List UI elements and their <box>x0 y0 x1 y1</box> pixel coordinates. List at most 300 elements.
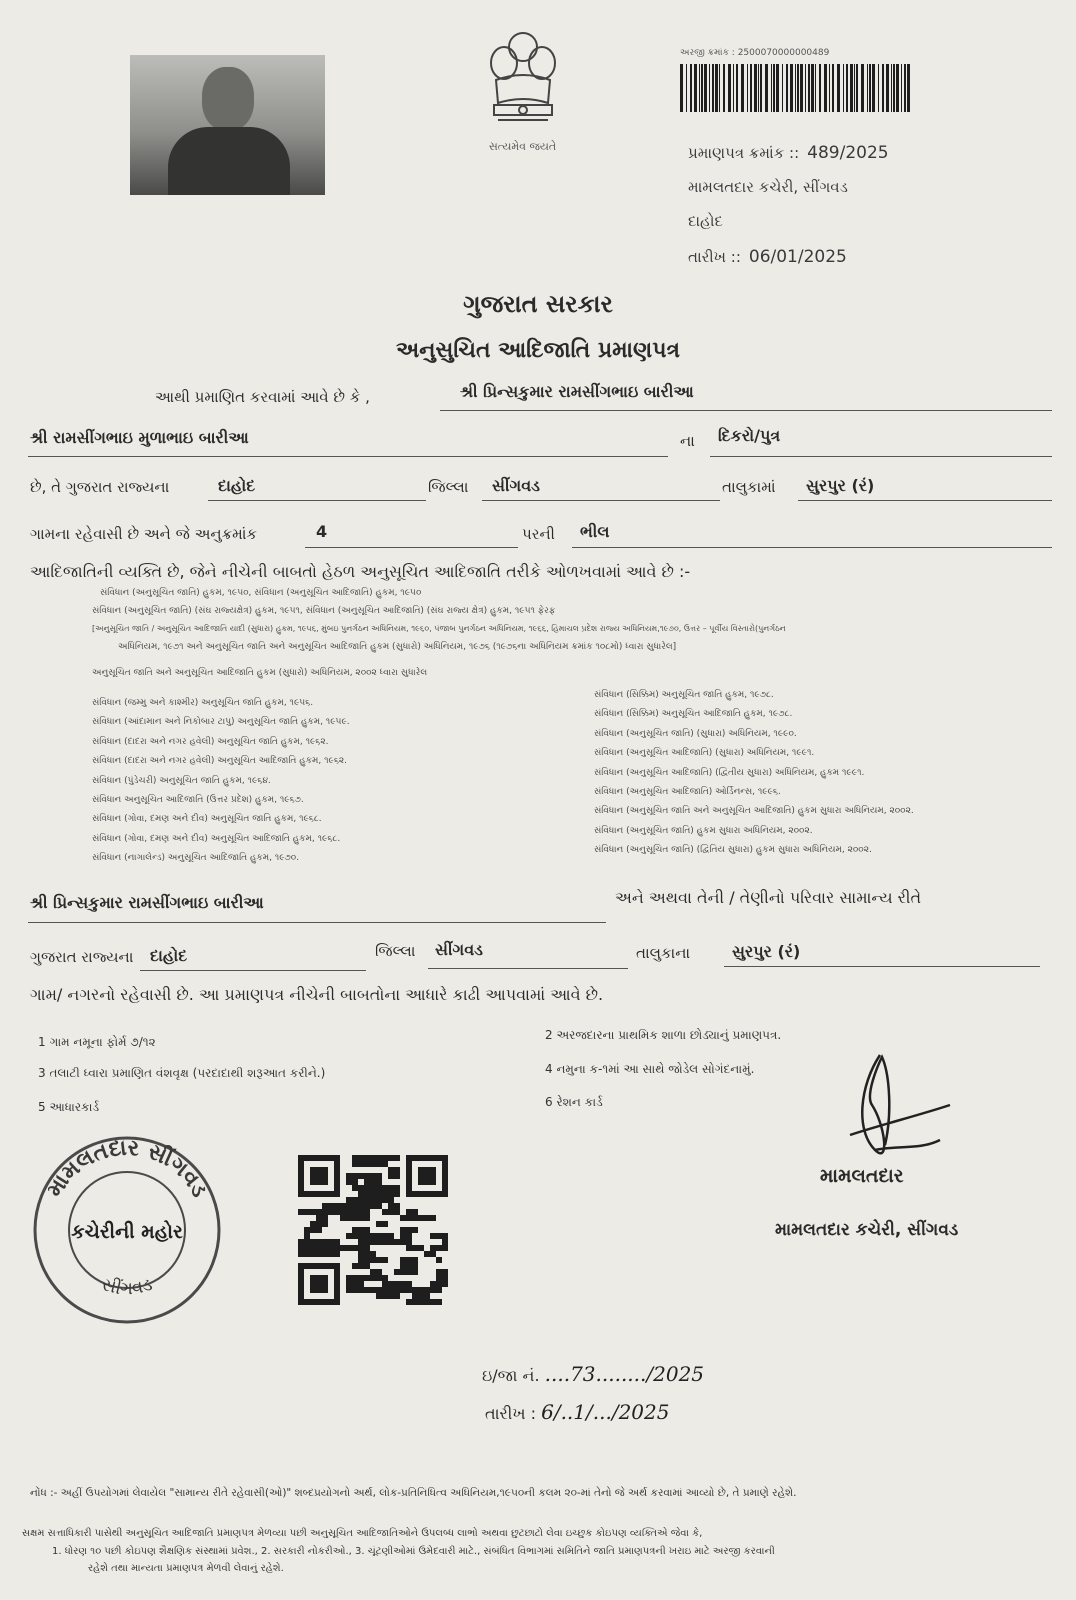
qr-module <box>346 1275 352 1281</box>
qr-module <box>352 1197 358 1203</box>
barcode-bar <box>704 64 707 112</box>
signature-scribble <box>820 1045 960 1185</box>
handwritten-date-label: તારીખ : <box>485 1404 537 1423</box>
qr-module <box>376 1197 382 1203</box>
qr-module <box>364 1191 370 1197</box>
barcode-bar <box>896 64 899 112</box>
applicant-name: શ્રી પ્રિન્સકુમાર રામસીંગભાઇ બારીઆ <box>460 382 694 401</box>
qr-module <box>358 1245 364 1251</box>
qr-module <box>358 1173 364 1179</box>
barcode-bar <box>694 64 697 112</box>
barcode-bar <box>747 64 748 112</box>
barcode-bar <box>795 64 796 112</box>
qr-module <box>352 1203 358 1209</box>
qr-module <box>376 1161 382 1167</box>
qr-module <box>370 1275 376 1281</box>
barcode-bar <box>754 64 757 112</box>
emblem-motto: સત્યમેવ જયતે <box>488 140 557 153</box>
qr-module <box>364 1185 370 1191</box>
qr-module <box>382 1287 388 1293</box>
qr-module <box>358 1203 364 1209</box>
order-line: સંવિધાન (અનુસૂચિત જાતિ અને અનુસૂચિત આદિજાતિ) હુકમ સુધારા અધિનિયમ, ૨૦૦૨. <box>594 806 914 817</box>
qr-module <box>358 1239 364 1245</box>
on-label: પરની <box>522 525 555 543</box>
residence-village: સુરપુર (રં) <box>732 942 801 961</box>
qr-module <box>382 1233 388 1239</box>
qr-finder <box>310 1275 328 1293</box>
barcode-bar <box>709 64 710 112</box>
qr-module <box>424 1251 430 1257</box>
qr-module <box>364 1245 370 1251</box>
qr-module <box>310 1251 316 1257</box>
qr-module <box>388 1167 394 1173</box>
qr-module <box>382 1221 388 1227</box>
order-line: સંવિધાન (દાદરા અને નગર હવેલી) અનુસૂચિત આદિજાતિ હુકમ, ૧૯૬૨. <box>92 756 348 767</box>
qr-module <box>412 1269 418 1275</box>
qr-module <box>436 1245 442 1251</box>
barcode-bar <box>811 64 814 112</box>
order-line: સંવિધાન (અનુસૂચિત જાતિ) હુકમ સુધારા અધિનિયમ, ૨૦૦૨. <box>594 825 813 836</box>
barcode-bar <box>867 64 868 112</box>
qr-module <box>310 1221 316 1227</box>
barcode-bar <box>843 64 844 112</box>
barcode-bar <box>786 64 788 112</box>
qr-module <box>394 1293 400 1299</box>
qr-module <box>442 1275 448 1281</box>
qr-module <box>364 1179 370 1185</box>
qr-module <box>436 1257 442 1263</box>
qr-module <box>406 1257 412 1263</box>
qr-module <box>418 1287 424 1293</box>
applicant-photo <box>130 55 325 195</box>
barcode-bar <box>882 64 884 112</box>
qr-module <box>412 1257 418 1263</box>
footer-note: નોંધ :- અહીં ઉપયોગમાં લેવાયેલ "સામાન્ય રીતે રહેવાસી(ઓ)" શબ્દપ્રયોગનો અર્થ, લોક-પ્રતિનિધિત્વ અધિનિયમ,૧૯૫૦ની કલમ ૨૦-માં તેનો જે અર્થ કરવામાં આવ્યો છે, તે પ્રમાણે રહેશે. <box>30 1487 797 1499</box>
qr-module <box>352 1173 358 1179</box>
qr-module <box>316 1245 322 1251</box>
qr-module <box>382 1275 388 1281</box>
qr-module <box>346 1197 352 1203</box>
qr-module <box>412 1245 418 1251</box>
qr-module <box>376 1185 382 1191</box>
qr-module <box>382 1197 388 1203</box>
barcode-bar <box>901 64 902 112</box>
qr-module <box>298 1209 304 1215</box>
issue-date-row <box>688 247 847 267</box>
certificate-number: 489/2025 <box>807 143 889 163</box>
qr-module <box>370 1155 376 1161</box>
order-line: સંવિધાન (પુંડેચરી) અનુસૂચિત જાતિ હુકમ, ૧૯૬૪. <box>92 775 271 786</box>
qr-module <box>376 1293 382 1299</box>
qr-module <box>442 1239 448 1245</box>
inward-year: /2025 <box>646 1362 705 1386</box>
qr-module <box>358 1281 364 1287</box>
qr-module <box>400 1281 406 1287</box>
qr-module <box>388 1185 394 1191</box>
qr-module <box>370 1161 376 1167</box>
qr-module <box>376 1173 382 1179</box>
qr-module <box>358 1197 364 1203</box>
handwritten-date-row <box>485 1400 669 1424</box>
qr-module <box>376 1179 382 1185</box>
barcode-bar <box>719 64 720 112</box>
qr-module <box>424 1287 430 1293</box>
qr-module <box>400 1257 406 1263</box>
qr-module <box>382 1155 388 1161</box>
order-line: અધિનિયમ, ૧૯૭૧ અને અનુસૂચિત જાતિ અને અનુસૂચિત આદિજાતિ હુકમ (સુધારો) અધિનિયમ, ૧૯૭૬ (૧૯૭૬ના અધિનિયમ ક્રમાંક ૧૦૮મો) ધ્વારા સુધારેલ] <box>118 642 677 652</box>
qr-module <box>346 1233 352 1239</box>
qr-module <box>352 1179 358 1185</box>
qr-finder <box>310 1167 328 1185</box>
qr-module <box>340 1203 346 1209</box>
qr-module <box>412 1215 418 1221</box>
barcode-bar <box>758 64 759 112</box>
qr-module <box>334 1251 340 1257</box>
barcode-bar <box>800 64 803 112</box>
qr-module <box>340 1209 346 1215</box>
document-item: 5 આધારકાર્ડ <box>38 1100 100 1114</box>
document-item: 1 ગામ નમૂના ફોર્મ ૭/૧૨ <box>38 1035 156 1049</box>
barcode-bar <box>760 64 762 112</box>
residence-state-label: ગુજરાત રાજ્યના <box>30 948 134 966</box>
qr-module <box>436 1281 442 1287</box>
qr-module <box>382 1257 388 1263</box>
qr-module <box>322 1221 328 1227</box>
issue-date-label: તારીખ :: <box>688 248 741 266</box>
qr-module <box>364 1227 370 1233</box>
residence-district-label: જિલ્લા <box>375 942 416 960</box>
father-name: શ્રી રામસીંગભાઇ મુળાભાઇ બારીઆ <box>30 428 249 447</box>
qr-module <box>442 1245 448 1251</box>
barcode-bar <box>765 64 768 112</box>
qr-module <box>346 1203 352 1209</box>
barcode-bar <box>790 64 793 112</box>
qr-module <box>346 1179 352 1185</box>
qr-module <box>436 1287 442 1293</box>
qr-module <box>394 1209 400 1215</box>
qr-module <box>406 1299 412 1305</box>
qr-module <box>418 1215 424 1221</box>
qr-module <box>376 1257 382 1263</box>
barcode-bar <box>712 64 714 112</box>
qr-module <box>298 1239 304 1245</box>
qr-module <box>406 1287 412 1293</box>
qr-module <box>400 1215 406 1221</box>
qr-module <box>400 1269 406 1275</box>
qr-module <box>400 1227 406 1233</box>
order-line: અનુસૂચિત જાતિ અને અનુસૂચિત આદિજાતિ હુકમ (સુધારો) અધિનિયમ, ૨૦૦૨ ધ્વારા સુધારેલ <box>92 668 428 678</box>
qr-module <box>322 1209 328 1215</box>
order-line: સંવિધાન (અનુસૂચિત જાતિ) હુકમ, ૧૯૫૦, સંવિધાન (અનુસૂચિત આદિજાતિ) હુકમ, ૧૯૫૦ <box>100 588 422 598</box>
barcode-bar <box>850 64 853 112</box>
underline <box>428 968 628 969</box>
barcode-bar <box>805 64 806 112</box>
qr-module <box>310 1239 316 1245</box>
qr-module <box>382 1293 388 1299</box>
qr-module <box>370 1173 376 1179</box>
certificate-number-label: પ્રમાણપત્ર ક્રમાંક :: <box>688 144 800 162</box>
qr-module <box>358 1251 364 1257</box>
order-line: સંવિધાન (સિક્કિમ) અનુસૂચિત જાતિ હુકમ, ૧૯૭૮. <box>594 690 774 700</box>
office-line-1: મામલતદાર કચેરી, સીંગવડ <box>688 178 848 196</box>
handwritten-date: 6/..1/... <box>541 1400 612 1424</box>
qr-module <box>310 1245 316 1251</box>
qr-module <box>442 1269 448 1275</box>
qr-module <box>382 1281 388 1287</box>
order-line: સંવિધાન (ગોવા, દમણ અને દીવ) અનુસૂચિત જાતિ હુકમ, ૧૯૬૮. <box>92 814 322 825</box>
qr-module <box>304 1233 310 1239</box>
qr-module <box>346 1173 352 1179</box>
barcode-bar <box>891 64 892 112</box>
qr-module <box>334 1245 340 1251</box>
qr-module <box>370 1191 376 1197</box>
issue-date: 06/01/2025 <box>748 247 847 267</box>
underline <box>724 966 1040 967</box>
qr-module <box>328 1239 334 1245</box>
document-item: 3 તલાટી ધ્વારા પ્રમાણિત વંશવૃક્ષ (પરદાદાથી શરૂઆત કરીને.) <box>38 1066 326 1080</box>
qr-module <box>328 1245 334 1251</box>
qr-module <box>364 1287 370 1293</box>
qr-module <box>418 1293 424 1299</box>
qr-module <box>388 1239 394 1245</box>
qr-module <box>364 1209 370 1215</box>
qr-module <box>298 1251 304 1257</box>
resident-text: ગામના રહેવાસી છે અને જે અનુક્રમાંક <box>30 525 258 543</box>
barcode-bar <box>829 64 830 112</box>
qr-module <box>388 1287 394 1293</box>
barcode-bar <box>771 64 772 112</box>
qr-module <box>364 1215 370 1221</box>
office-seal <box>22 1130 232 1330</box>
qr-module <box>406 1245 412 1251</box>
underline <box>572 547 1052 548</box>
barcode <box>680 64 910 112</box>
qr-module <box>364 1203 370 1209</box>
qr-module <box>394 1203 400 1209</box>
qr-module <box>346 1215 352 1221</box>
qr-module <box>364 1173 370 1179</box>
qr-module <box>352 1209 358 1215</box>
qr-module <box>394 1281 400 1287</box>
barcode-bar <box>733 64 734 112</box>
barcode-bar <box>699 64 700 112</box>
qr-module <box>430 1215 436 1221</box>
qr-module <box>358 1227 364 1233</box>
qr-module <box>400 1233 406 1239</box>
barcode-bar <box>854 64 855 112</box>
qr-module <box>412 1299 418 1305</box>
barcode-bar <box>869 64 871 112</box>
qr-module <box>346 1245 352 1251</box>
inward-number-row <box>482 1362 704 1386</box>
qr-module <box>382 1191 388 1197</box>
qr-module <box>376 1287 382 1293</box>
qr-module <box>304 1251 310 1257</box>
barcode-bar <box>680 64 683 112</box>
tribe-name: ભીલ <box>580 522 610 541</box>
qr-module <box>352 1161 358 1167</box>
qr-module <box>358 1287 364 1293</box>
intro-text: આથી પ્રમાણિત કરવામાં આવે છે કે , <box>155 388 370 406</box>
qr-module <box>340 1245 346 1251</box>
qr-module <box>370 1269 376 1275</box>
qr-module <box>382 1209 388 1215</box>
qr-module <box>400 1239 406 1245</box>
qr-module <box>304 1209 310 1215</box>
qr-module <box>394 1185 400 1191</box>
recognition-text: આદિજાતિની વ્યક્તિ છે, જેને નીચેની બાબતો હેઠળ અનુસૂચિત આદિજાતિ તરીકે ઓળખવામાં આવે છે :- <box>30 562 691 581</box>
qr-module <box>370 1233 376 1239</box>
qr-module <box>370 1203 376 1209</box>
qr-module <box>352 1275 358 1281</box>
qr-module <box>352 1233 358 1239</box>
qr-module <box>358 1209 364 1215</box>
serial-number: 4 <box>316 522 328 541</box>
order-line: સંવિધાન (દાદરા અને નગર હવેલી) અનુસૂચિત જાતિ હુકમ, ૧૯૬૨. <box>92 736 329 747</box>
underline <box>710 456 1052 457</box>
document-item: 4 નમુના ક-૧માં આ સાથે જોડેલ સોગંદનામું. <box>545 1062 755 1076</box>
residence-district: દાહોદ <box>150 946 188 965</box>
underline <box>28 456 668 457</box>
qr-module <box>436 1299 442 1305</box>
residence-applicant-name: શ્રી પ્રિન્સકુમાર રામસીંગભાઇ બારીઆ <box>30 893 264 912</box>
qr-module <box>370 1251 376 1257</box>
national-emblem-icon <box>478 25 568 135</box>
order-line: સંવિધાન (નાગાલેન્ડ) અનુસૂચિત આદિજાતિ હુકમ, ૧૯૭૦. <box>92 853 300 864</box>
qr-module <box>418 1245 424 1251</box>
qr-module <box>376 1191 382 1197</box>
qr-module <box>304 1239 310 1245</box>
order-line: સંવિધાન (અનુસૂચિત જાતિ) (સુધારા) અધિનિયમ, ૧૯૯૦. <box>594 728 797 739</box>
order-line: [અનુસૂચિત જાતિ / અનુસૂચિત આદિજાતિ યાદી (સુધારા) હુકમ, ૧૯૫૬, મુંબઇ પુનર્ગઠન અધિનિયમ, ૧૯૬૦, પંજાબ પુનર્ગઠન અધિનિયમ, ૧૯૬૬, હિમાચલ પ્રદેશ રાજ્ય અધિનિયમ,૧૯૭૦, ઉત્તર – પૂર્વીય વિસ્તારો(પુનર્ગઠન <box>92 624 786 633</box>
qr-module <box>406 1215 412 1221</box>
barcode-bar <box>815 64 816 112</box>
qr-module <box>424 1215 430 1221</box>
qr-module <box>376 1239 382 1245</box>
qr-module <box>400 1287 406 1293</box>
qr-module <box>334 1239 340 1245</box>
order-line: સંવિધાન (જમ્મુ અને કાશ્મીર) અનુસૂચિત જાતિ હુકમ, ૧૯૫૬. <box>92 698 314 708</box>
barcode-bar <box>715 64 718 112</box>
qr-module <box>352 1215 358 1221</box>
underline <box>482 500 720 501</box>
barcode-bar <box>904 64 906 112</box>
qr-module <box>388 1173 394 1179</box>
barcode-bar <box>824 64 827 112</box>
qr-module <box>358 1263 364 1269</box>
barcode-bar <box>846 64 848 112</box>
qr-module <box>388 1191 394 1197</box>
village-value: સુરપુર (રં) <box>806 476 875 495</box>
qr-module <box>352 1185 358 1191</box>
qr-module <box>376 1203 382 1209</box>
qr-module <box>370 1197 376 1203</box>
qr-module <box>364 1161 370 1167</box>
qr-module <box>322 1251 328 1257</box>
seal-top-text: મામલતદાર સીંગવડ <box>42 1135 212 1202</box>
qr-module <box>316 1239 322 1245</box>
qr-module <box>430 1281 436 1287</box>
qr-module <box>430 1287 436 1293</box>
barcode-bar <box>808 64 810 112</box>
order-line: સંવિધાન (સિક્કિમ) અનુસૂચિત આદિજાતિ હુકમ, ૧૯૭૮. <box>594 709 793 720</box>
qr-finder <box>418 1167 436 1185</box>
qr-module <box>358 1215 364 1221</box>
district-label: જિલ્લા <box>428 478 469 496</box>
qr-module <box>358 1191 364 1197</box>
qr-module <box>442 1281 448 1287</box>
qr-module <box>376 1155 382 1161</box>
qr-module <box>394 1269 400 1275</box>
qr-module <box>346 1287 352 1293</box>
qr-code <box>298 1155 448 1305</box>
of-label: ના <box>680 432 695 450</box>
district-value: દાહોદ <box>218 476 256 495</box>
qr-module <box>298 1245 304 1251</box>
qr-module <box>430 1299 436 1305</box>
issue-basis-text: ગામ/ નગરનો રહેવાસી છે. આ પ્રમાણપત્ર નીચેની બાબતોના આધારે કાઢી આપવામાં આવે છે. <box>30 985 604 1004</box>
qr-module <box>334 1203 340 1209</box>
qr-module <box>412 1227 418 1233</box>
barcode-bar <box>878 64 879 112</box>
application-number: અરજી ક્રમાંક : 2500070000000489 <box>680 48 830 58</box>
qr-module <box>352 1245 358 1251</box>
qr-module <box>388 1197 394 1203</box>
document-item: 2 અરજદારના પ્રાથમિક શાળા છોડ્યાનું પ્રમાણપત્ર. <box>545 1028 782 1042</box>
qr-module <box>382 1239 388 1245</box>
qr-module <box>316 1209 322 1215</box>
qr-module <box>424 1299 430 1305</box>
state-prefix: છે, તે ગુજરાત રાજ્યના <box>30 478 170 496</box>
barcode-bar <box>690 64 692 112</box>
qr-module <box>322 1245 328 1251</box>
qr-module <box>424 1293 430 1299</box>
qr-module <box>334 1209 340 1215</box>
barcode-bar <box>886 64 889 112</box>
qr-module <box>388 1203 394 1209</box>
qr-module <box>406 1227 412 1233</box>
underline <box>28 922 606 923</box>
inward-label: ઇ/જા નં. <box>482 1366 540 1385</box>
qr-module <box>346 1209 352 1215</box>
barcode-bar <box>736 64 738 112</box>
qr-module <box>322 1239 328 1245</box>
qr-module <box>304 1227 310 1233</box>
relation: દિકરો/પુત્ર <box>718 426 781 445</box>
qr-module <box>358 1155 364 1161</box>
qr-module <box>316 1227 322 1233</box>
barcode-bar <box>907 64 910 112</box>
barcode-bar <box>837 64 840 112</box>
qr-module <box>340 1215 346 1221</box>
underline <box>440 410 1052 411</box>
inward-number: ....73........ <box>544 1362 647 1386</box>
footer-item-1: 1. ધોરણ ૧૦ પછી કોઇપણ શૈક્ષણિક સંસ્થામાં પ્રવેશ., 2. સરકારી નોકરીઓ., 3. ચૂંટણીઓમાં ઉમેદવારી માટે., સંબંધિત વિભાગમાં સમિતિને જાતિ પ્રમાણપત્રની ખરાઇ માટે અરજી કરવાની <box>52 1546 775 1557</box>
barcode-bar <box>856 64 858 112</box>
barcode-bar <box>701 64 703 112</box>
qr-module <box>430 1245 436 1251</box>
qr-module <box>388 1233 394 1239</box>
order-line: સંવિધાન (અનુસૂચિત જાતિ) (સંઘ રાજ્યક્ષેત્ર) હુકમ, ૧૯૫૧, સંવિધાન (અનુસૂચિત આદિજાતિ) (સંઘ રાજ્ય ક્ષેત્ર) હુકમ, ૧૯૫૧ ફેરફ <box>92 606 556 616</box>
barcode-bar <box>782 64 783 112</box>
barcode-bar <box>797 64 799 112</box>
barcode-bar <box>750 64 752 112</box>
order-line: સંવિધાન (ગોવા, દમણ અને દીવ) અનુસૂચિત આદિજાતિ હુકમ, ૧૯૬૮. <box>92 833 341 844</box>
taluka-value: સીંગવડ <box>492 476 540 495</box>
qr-module <box>364 1275 370 1281</box>
barcode-bar <box>872 64 875 112</box>
footer-benefits: સક્ષમ સત્તાધિકારી પાસેથી અનુસૂચિત આદિજાતિ પ્રમાણપત્ર મેળવ્યા પછી અનુસૂચિત આદિજાતિઓને ઉપલબ્ધ લાભો અથવા છુટછાટો લેવા ઇચ્છુક કોઇપણ વ્યક્તિએ જેવા કે, <box>22 1528 703 1539</box>
